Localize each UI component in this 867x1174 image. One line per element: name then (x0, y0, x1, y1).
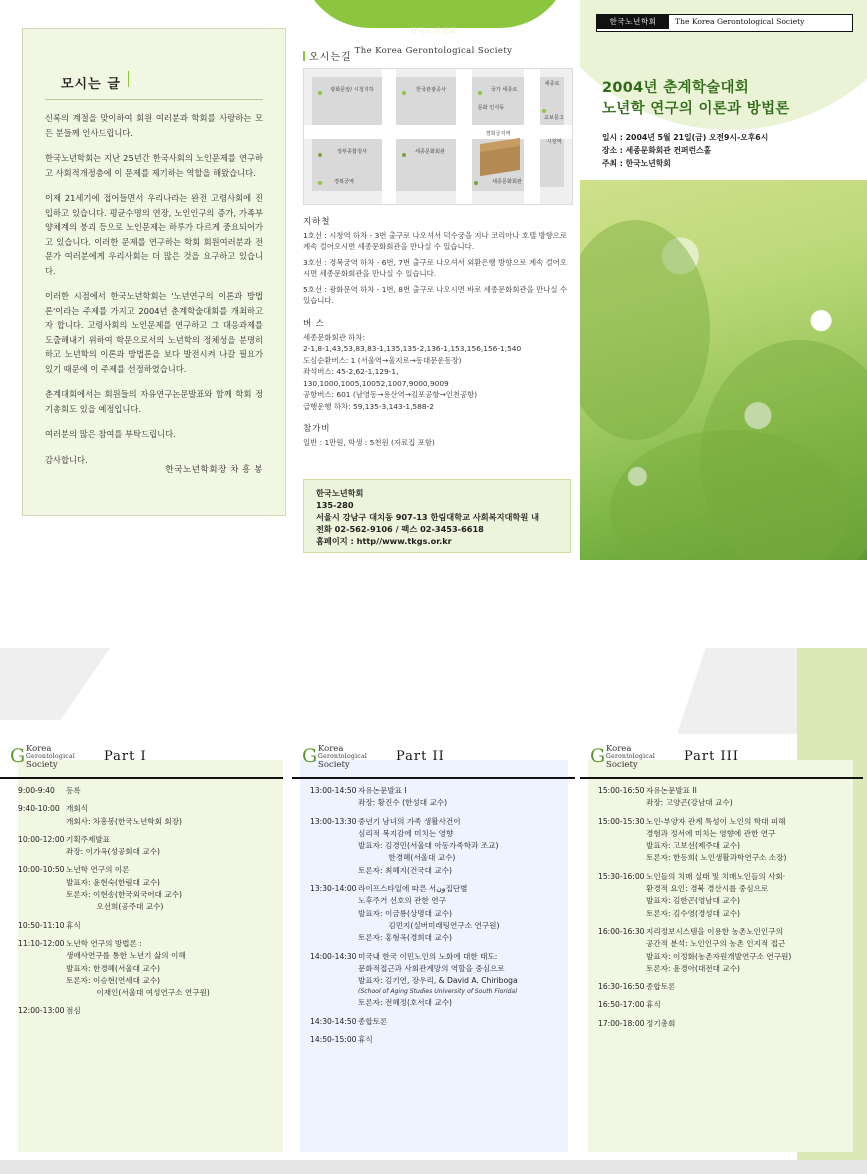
row-line: 심리적 복지감에 미치는 영향 (358, 828, 454, 838)
top-banner-subtitle: 한국노년학회 (410, 27, 457, 35)
cover-title-line1: 2004년 춘계학술대회 (602, 80, 750, 96)
row-time: 9:00-9:40 (18, 786, 55, 795)
row-time: 16:50-17:00 (598, 1000, 645, 1010)
greeting-signature: 한국노년학회장 차 흥 봉 (165, 465, 263, 475)
logo-gerontological: Gerontological (26, 753, 76, 760)
schedule-row (580, 810, 863, 865)
program-part-2 (292, 743, 575, 1046)
bus-line: 좌석버스: 45-2,62-1,129-1, (303, 367, 399, 377)
bus-heading: 버 스 (303, 318, 325, 329)
map-label: 한국관광공사 (415, 87, 447, 93)
schedule-row (580, 975, 863, 993)
row-line: 오선희(공주대 교수) (66, 902, 164, 912)
row-time: 10:00-12:00 (18, 834, 65, 844)
contact-homepage[interactable]: 홈페이지 : http//www.tkgs.or.kr (316, 536, 452, 546)
schedule-row (0, 999, 283, 1017)
bus-line: 2-1,8-1,43,53,83,83-1,135,135-2,136-1,153,156,156-1,540 (303, 344, 522, 354)
row-desc (358, 785, 575, 810)
greeting-paragraph: 감사합니다. (45, 454, 88, 465)
row-line: 발표자: 고보선(제주대 교수) (646, 841, 741, 851)
row-line: 환경적 요인: 경북 경산시를 중심으로 (646, 884, 769, 894)
row-desc (358, 883, 575, 944)
row-desc (646, 926, 863, 975)
row-line: 토론자: 최혜지(건국대 교수) (358, 865, 453, 875)
schedule-row (292, 1028, 575, 1046)
map-label: 세종로 (544, 81, 560, 87)
row-line: 미국내 한국 이민노인의 노화에 대한 태도: (358, 951, 498, 961)
part-3-logo (580, 743, 863, 775)
schedule-row (0, 858, 283, 913)
contact-box (303, 479, 571, 553)
logo-society: Society (26, 760, 58, 770)
greeting-title-bar (128, 71, 129, 87)
logo-g-letter: G (302, 745, 318, 767)
row-line: 지리정보시스템을 이용한 농촌노인인구의 (646, 926, 783, 936)
row-line: 발표자: 김경민(서울대 아동가족학과 조교) (358, 841, 499, 851)
row-time: 14:30-14:50 (310, 1016, 357, 1026)
fee-block (303, 422, 571, 448)
row-desc (646, 981, 863, 993)
logo-gerontological: Gerontological (318, 753, 368, 760)
greeting-paragraph: 신록의 계절을 맞이하여 회원 여러분과 학회를 사랑하는 모든 분들께 인사드립니다. (45, 113, 263, 138)
row-line: 생애사연구를 통한 노년기 삶의 이해 (66, 951, 186, 961)
row-line: 발표자: 김한곤(영남대 교수) (646, 896, 741, 906)
heading-bar-icon (303, 51, 305, 61)
contact-address: 서울시 강남구 대치동 907-13 한림대학교 사회복지대학원 내 (316, 512, 539, 522)
row-line: 발표자: 한경혜(서울대 교수) (66, 963, 161, 973)
part-3-schedule (580, 779, 863, 1030)
contact-name: 한국노년학회 (316, 488, 364, 498)
row-line: 개회사: 차흥봉(한국노년학회 회장) (66, 816, 183, 826)
row-line: 토론자: 윤경아(대전대 교수) (646, 963, 741, 973)
cover-meta-line: 장소 : 세종문화회관 컨퍼런스홀 (602, 145, 712, 155)
row-line: 노년학 연구의 방법론 : (66, 938, 142, 948)
map-label: 문화 인사동 (477, 105, 505, 111)
subway-heading: 지하철 (303, 217, 331, 227)
schedule-row (0, 914, 283, 932)
bus-block (303, 317, 571, 412)
bus-line: 급행운행 하차: 59,135-3,143-1,588-2 (303, 401, 434, 411)
map-label: 세종문화회관 (414, 149, 446, 155)
logo-g-letter: G (590, 745, 606, 767)
logo-korea: Korea (318, 744, 344, 754)
row-desc (358, 1016, 575, 1028)
row-time: 12:00-13:00 (18, 1006, 65, 1016)
part-2-label: Part II (396, 749, 445, 764)
row-time: 14:50-15:00 (310, 1034, 357, 1044)
row-line: 문화적접근과 사회관계망의 역할을 중심으로 (358, 963, 505, 973)
row-desc (646, 871, 863, 920)
greeting-panel (22, 28, 286, 516)
cover-meta (602, 132, 768, 171)
schedule-row (580, 865, 863, 920)
subway-line: 5호선 : 광화문역 하차 - 1번, 8번 출구로 나오시면 바로 세종문화회관을 만나실 수 있습니다. (303, 284, 567, 306)
row-time: 10:50-11:10 (18, 920, 65, 930)
row-desc (646, 1018, 863, 1030)
row-line: 토론자: 전혜정(호서대 교수) (358, 998, 453, 1008)
schedule-row (0, 828, 283, 859)
row-line: 노후주거 선호의 관한 연구 (358, 896, 446, 906)
greeting-title: 모시는 글 (61, 77, 121, 92)
logo-society: Society (606, 760, 638, 770)
schedule-row (0, 797, 283, 828)
bus-line: 공항버스: 601 (남영동→용산역→김포공항→인천공항) (303, 390, 478, 400)
cover-panel (580, 0, 867, 560)
greeting-rule (45, 99, 263, 100)
row-time: 11:10-12:00 (18, 938, 65, 948)
row-time: 13:00-13:30 (310, 816, 357, 826)
contact-zip: 135-280 (316, 500, 354, 510)
bus-line: 세종문화회관 하차: (303, 332, 365, 342)
schedule-row (0, 932, 283, 999)
row-line: 종합토론 (358, 1016, 388, 1026)
map-label: 광화문앞/ 시청지하 (330, 87, 374, 93)
row-desc (358, 816, 575, 877)
map-label: 시청역 (546, 139, 562, 145)
greeting-paragraph: 한국노년학회는 지난 25년간 한국사회의 노인문제를 연구하고 사회적개정층에 이 문제를 제기하는 역할을 해왔습니다. (45, 153, 263, 178)
society-logo-en: The Korea Gerontological Society (675, 17, 805, 26)
row-desc (66, 1005, 283, 1017)
fee-line: 일반 : 1만원, 학생 : 5천원 (자료집 포함) (303, 438, 435, 448)
greeting-body (45, 111, 263, 478)
schedule-row (580, 920, 863, 975)
location-map (303, 68, 573, 205)
row-line: 발표자: 이정화(농촌자원개발연구소 연구원) (646, 951, 792, 961)
row-desc (646, 999, 863, 1011)
row-time: 14:00-14:30 (310, 951, 357, 961)
row-line: 발표자: 이금룡(상명대 교수) (358, 908, 453, 918)
row-line: 발표자: 김기연, 장우리, & David A. Chiriboga (358, 976, 518, 986)
schedule-row (292, 945, 575, 1010)
row-time: 15:00-16:50 (598, 786, 645, 795)
row-time: 16:30-16:50 (598, 982, 645, 992)
map-label: 경희궁지역 (485, 131, 511, 137)
row-line: 토론자: 홍형옥(경희대 교수) (358, 933, 453, 943)
program-part-3 (580, 743, 863, 1030)
program-part-1 (0, 743, 283, 1018)
part-2-schedule (292, 779, 575, 1046)
greeting-paragraph: 이러한 시점에서 한국노년학회는 '노년연구의 이론과 방법론'이라는 주제를 가지고 2004년 춘계학술대회를 개최하고자 합니다. 고령사회의 노인문제를 연구하고 그 대응과제를 도출해내기 위하여 학문으로서의 노년학의 정체성을 분명히 하고 노년학의 이론과 방법론을 보다 발전시켜 나갈 필요가 있기 때문에 이 주제를 선정하였습니다. (45, 291, 263, 374)
schedule-row (580, 779, 863, 810)
row-line: 토론자: 한동희( 노인생활과학연구소 소장) (646, 853, 787, 863)
greeting-paragraph: 여러분의 많은 참여를 부탁드립니다. (45, 429, 176, 440)
decor-gray-left (0, 648, 110, 720)
row-desc (358, 1034, 575, 1046)
row-desc (646, 816, 863, 865)
row-line: 종합토론 (646, 982, 676, 992)
directions-heading-text: 오시는길 (309, 52, 352, 63)
row-line: 라이프스타일에 따른 서ون집단별 (358, 884, 468, 894)
bus-line: 130,1000,1005,10052,1007,9000,9009 (303, 378, 449, 388)
bus-lines (303, 332, 571, 412)
part-3-label: Part III (684, 749, 739, 764)
greeting-paragraph: 춘계대회에서는 회원들의 자유연구논문발표와 함께 학회 정기총회도 있을 예정입니다. (45, 389, 263, 414)
row-line: 토론자: 이승현(연세대 교수) (66, 975, 161, 985)
schedule-row (580, 1012, 863, 1030)
schedule-row (292, 810, 575, 877)
row-time: 9:40-10:00 (18, 804, 60, 814)
map-label: 국가 세종로 (490, 87, 518, 93)
row-time: 10:00-10:50 (18, 865, 65, 875)
row-line: 공간적 분석: 노인인구의 농촌 인지적 접근 (646, 939, 786, 949)
row-desc (66, 785, 283, 797)
row-line: 중년기 남녀의 가족 생활사건이 (358, 816, 461, 826)
row-desc (358, 951, 575, 1010)
schedule-row (292, 877, 575, 944)
subway-lines (303, 230, 571, 307)
row-line: 점심 (66, 1006, 81, 1016)
directions-panel (303, 48, 571, 548)
map-label: 정부종합청사 (336, 149, 368, 155)
logo-korea: Korea (26, 744, 52, 754)
subway-line: 1호선 : 시청역 하차 - 3번 출구로 나오셔서 덕수궁을 지나 코리아나 호텔 방향으로 계속 걸어오시면 세종문화회관을 만나실 수 있습니다. (303, 231, 568, 252)
row-time: 13:00-14:50 (310, 786, 357, 795)
schedule-row (292, 1010, 575, 1028)
row-line: 노년학 연구의 이론 (66, 865, 130, 875)
row-line: 자유논문발표 I (358, 786, 407, 795)
row-time: 17:00-18:00 (598, 1018, 645, 1028)
contact-phone: 전화 02-562-9106 / 팩스 02-3453-6618 (316, 524, 484, 534)
row-desc (646, 785, 863, 810)
row-line: 토론자: 김수영(경성대 교수) (646, 908, 741, 918)
society-logo-ko: 한국노년학회 (597, 15, 669, 29)
inner-spread-program (0, 648, 867, 1174)
map-label: 교보문고 (543, 115, 565, 121)
row-line-affiliation: (School of Aging Studies University of South Florida) (358, 988, 518, 996)
map-label: 경복궁역 (333, 179, 355, 185)
row-time: 13:30-14:00 (310, 884, 357, 894)
row-line: 이재인(서울대 여성연구소 연구원) (66, 988, 210, 998)
row-time: 15:00-15:30 (598, 816, 645, 826)
row-line: 정기총회 (646, 1018, 676, 1028)
logo-korea: Korea (606, 744, 632, 754)
logo-society: Society (318, 760, 350, 770)
part-2-logo (292, 743, 575, 775)
cover-meta-line: 주최 : 한국노년학회 (602, 158, 671, 168)
row-line: 경험과 정서에 미치는 영향에 관한 연구 (646, 828, 776, 838)
row-line: 좌장: 황진수 (한성대 교수) (358, 798, 448, 808)
cover-meta-line: 일시 : 2004년 5월 21일(금) 오전9시-오후6시 (602, 133, 769, 142)
row-time: 16:00-16:30 (598, 926, 645, 936)
society-logo (596, 14, 853, 32)
part-1-schedule (0, 779, 283, 1018)
decor-gray-right (677, 648, 807, 734)
row-line: 좌장: 이가옥(성공회대 교수) (66, 847, 161, 857)
row-line: 휴식 (66, 920, 81, 930)
row-desc (66, 834, 283, 859)
cover-photo-daisies (580, 180, 867, 560)
row-line: 노인-부양자 관계 특성이 노인의 학대 피해 (646, 816, 786, 826)
row-line: 노인들의 치매 실태 및 치매노인들의 사회· (646, 871, 786, 881)
row-line: 발표자: 윤현숙(한림대 교수) (66, 877, 161, 887)
part-1-label: Part I (104, 749, 147, 764)
row-line: 등록 (66, 786, 81, 795)
bus-line: 도심순환버스: 1 (서울역→울지로→동대문운동장) (303, 355, 462, 365)
part-1-logo (0, 743, 283, 775)
subway-block (303, 215, 571, 307)
schedule-row (0, 779, 283, 797)
schedule-row (292, 779, 575, 810)
row-line: 한경혜(서울대 교수) (358, 853, 456, 863)
directions-heading (303, 48, 571, 63)
row-desc (66, 938, 283, 999)
row-line: 기획주제발표 (66, 834, 111, 844)
fee-lines (303, 437, 571, 448)
top-banner-title: The Korea Gerontological Society (354, 46, 513, 56)
greeting-paragraph: 이제 21세기에 접어들면서 우리나라는 완전 고령사회에 진입하고 있습니다. 평균수명의 연장, 노인인구의 증가, 가족부양체계의 붕괴 등으로 노인문제는 하루가 다르게 중요되어가고 있습니다. 이러한 문제를 연구하는 학회 회원여러분과 전문가 여러분에게 우리사회는 더 많은 것을 요구하고 있습니다. (45, 193, 263, 276)
row-line: 김민지(실버미래팅연구소 연구원) (358, 920, 500, 930)
row-line: 토론자: 이현송(한국외국어대 교수) (66, 890, 183, 900)
logo-gerontological: Gerontological (606, 753, 656, 760)
fee-heading: 참가비 (303, 424, 331, 435)
row-time: 15:30-16:00 (598, 871, 645, 881)
row-desc (66, 864, 283, 913)
map-label: 세종문화회관 (491, 179, 523, 185)
row-line: 자유논문발표 II (646, 786, 697, 795)
bottom-footer-band (0, 1160, 867, 1174)
row-line: 휴식 (358, 1034, 373, 1044)
subway-line: 3호선 : 경복궁역 하차 - 6번, 7번 출구로 나오셔서 외환은행 방향으로 계속 걸어오시면 세종문화회관을 만나실 수 있습니다. (303, 257, 567, 279)
schedule-row (580, 993, 863, 1011)
top-green-banner (300, 0, 570, 28)
row-line: 개회식 (66, 804, 89, 814)
cover-title-line2: 노년학 연구의 이론과 방법론 (602, 101, 790, 117)
row-desc (66, 803, 283, 828)
row-line: 휴식 (646, 1000, 661, 1010)
logo-g-letter: G (10, 745, 26, 767)
row-desc (66, 920, 283, 932)
row-line: 좌장: 고양곤(강남대 교수) (646, 798, 733, 808)
